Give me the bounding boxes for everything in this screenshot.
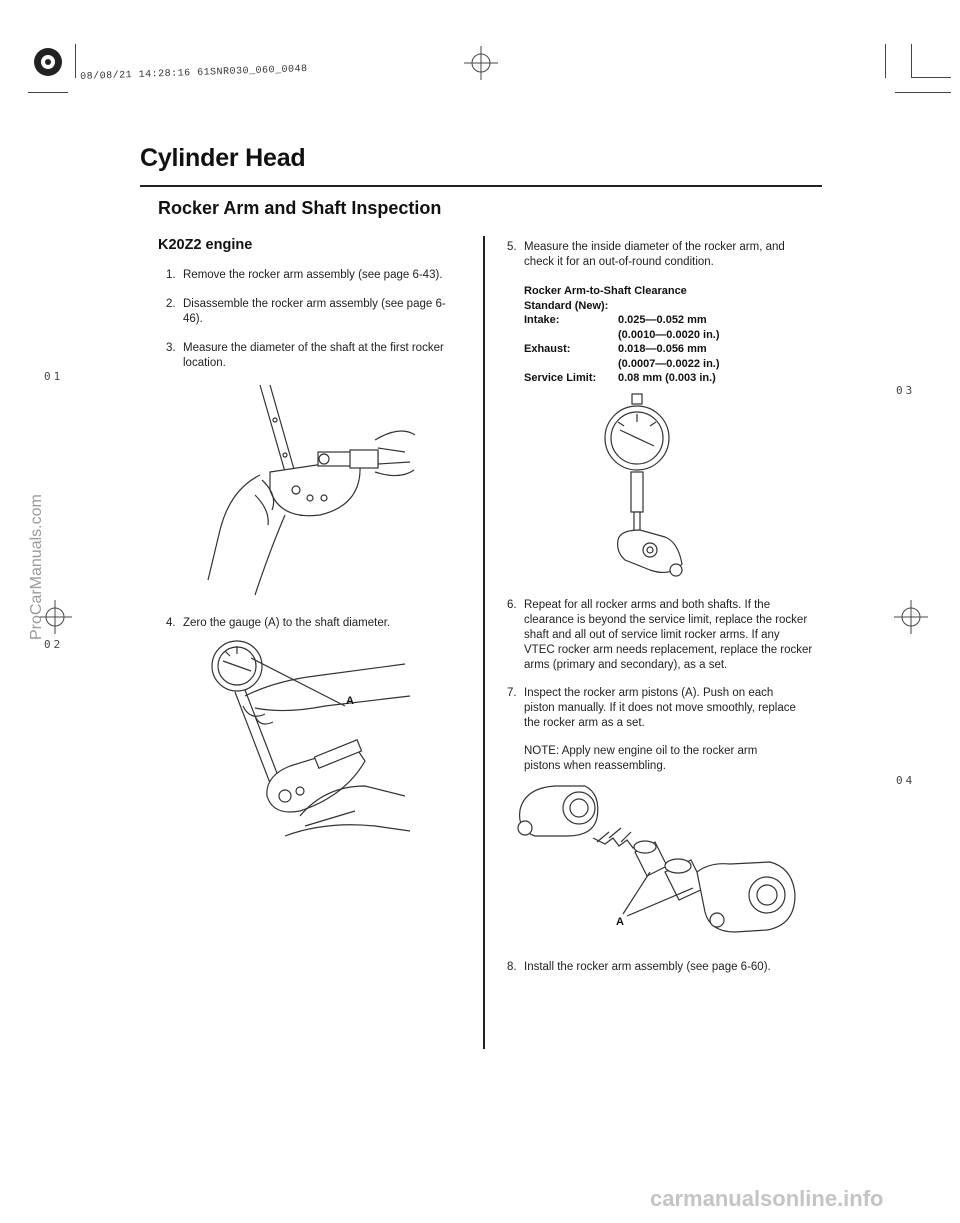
spec-subheading: Standard (New):: [524, 299, 609, 312]
spec-service-label: Service Limit:: [524, 372, 597, 384]
step-item: [507, 686, 807, 731]
step-item: [166, 268, 476, 283]
spec-intake-value: 0.025—0.052 mm: [618, 314, 707, 326]
margin-number: 01: [44, 370, 64, 383]
spec-exhaust-inches: (0.0007—0.0022 in.): [618, 357, 720, 370]
crop-mark: [885, 44, 886, 78]
crop-mark: [911, 44, 912, 78]
engine-label: K20Z2 engine: [158, 237, 253, 253]
title-rule: [140, 185, 822, 187]
step-number: 8.: [507, 961, 517, 973]
callout-label-gauge: A: [346, 695, 354, 707]
step-item: [507, 240, 807, 270]
step-number: 6.: [507, 599, 517, 611]
column-divider: [483, 236, 485, 1049]
step-number: 4.: [166, 617, 176, 629]
spec-block: [524, 284, 804, 386]
spec-service-value: 0.08 mm (0.003 in.): [618, 372, 716, 384]
callout-label-pistons: A: [616, 916, 624, 928]
subsection-title: Rocker Arm and Shaft Inspection: [158, 198, 442, 218]
spec-intake-label: Intake:: [524, 314, 560, 326]
spec-intake-inches: (0.0010—0.0020 in.): [618, 328, 720, 341]
spec-exhaust-label: Exhaust:: [524, 343, 571, 355]
step-item: [166, 616, 476, 631]
crop-mark: [911, 77, 951, 78]
step-text: Disassemble the rocker arm assembly (see page 6-46).: [183, 298, 446, 325]
step-text: Zero the gauge (A) to the shaft diameter.: [183, 617, 391, 629]
margin-number: 03: [896, 384, 916, 397]
step-text: Remove the rocker arm assembly (see page 6-43).: [183, 269, 443, 281]
step-item: [166, 341, 468, 371]
print-stamp: 08/08/21 14:28:16 61SNR030_060_0048: [80, 64, 308, 83]
step-text: Measure the diameter of the shaft at the first rocker location.: [183, 342, 444, 369]
step-number: 3.: [166, 342, 176, 354]
footer-watermark: carmanualsonline.info: [650, 1186, 884, 1211]
crop-mark: [75, 44, 76, 78]
bore-gauge-illustration: [205, 636, 415, 851]
step-text: Measure the inside diameter of the rocker arm, and check it for an out-of-round condition.: [524, 241, 785, 268]
step-text: Inspect the rocker arm pistons (A). Push on each piston manually. If it does not move smoothly, replace the rocker arm as a set.: [524, 687, 796, 729]
margin-number: 04: [896, 774, 916, 787]
rocker-pistons-illustration: [505, 780, 805, 945]
registration-target-icon: [30, 44, 66, 80]
note-text: NOTE: Apply new engine oil to the rocker arm pistons when reassembling.: [524, 745, 758, 772]
spec-heading: Rocker Arm-to-Shaft Clearance: [524, 285, 687, 297]
step-number: 2.: [166, 298, 176, 310]
crop-mark: [28, 92, 68, 93]
page-title: Cylinder Head: [140, 144, 306, 172]
spec-exhaust-value: 0.018—0.056 mm: [618, 343, 707, 355]
step-text: Install the rocker arm assembly (see page 6-60).: [524, 961, 771, 973]
step-number: 5.: [507, 241, 517, 253]
registration-crosshair-icon: [894, 600, 928, 634]
step-text: Repeat for all rocker arms and both shafts. If the clearance is beyond the service limit, replace the rocker shaft and all out of service limit rocker arms. If any VTEC rocker arm needs replacement, replace the rocker arms (primary and secondary), as a set.: [524, 599, 813, 671]
step-number: 1.: [166, 269, 176, 281]
side-watermark: ProCarManuals.com: [28, 494, 45, 640]
crop-mark: [895, 92, 951, 93]
step-number: 7.: [507, 687, 517, 699]
micrometer-illustration: [200, 380, 430, 600]
step-item: [507, 960, 817, 975]
step-item: [507, 598, 813, 673]
registration-crosshair-icon: [464, 46, 498, 80]
step-item: [166, 297, 462, 327]
margin-number: 02: [44, 638, 64, 651]
dial-indicator-illustration: [590, 392, 700, 584]
